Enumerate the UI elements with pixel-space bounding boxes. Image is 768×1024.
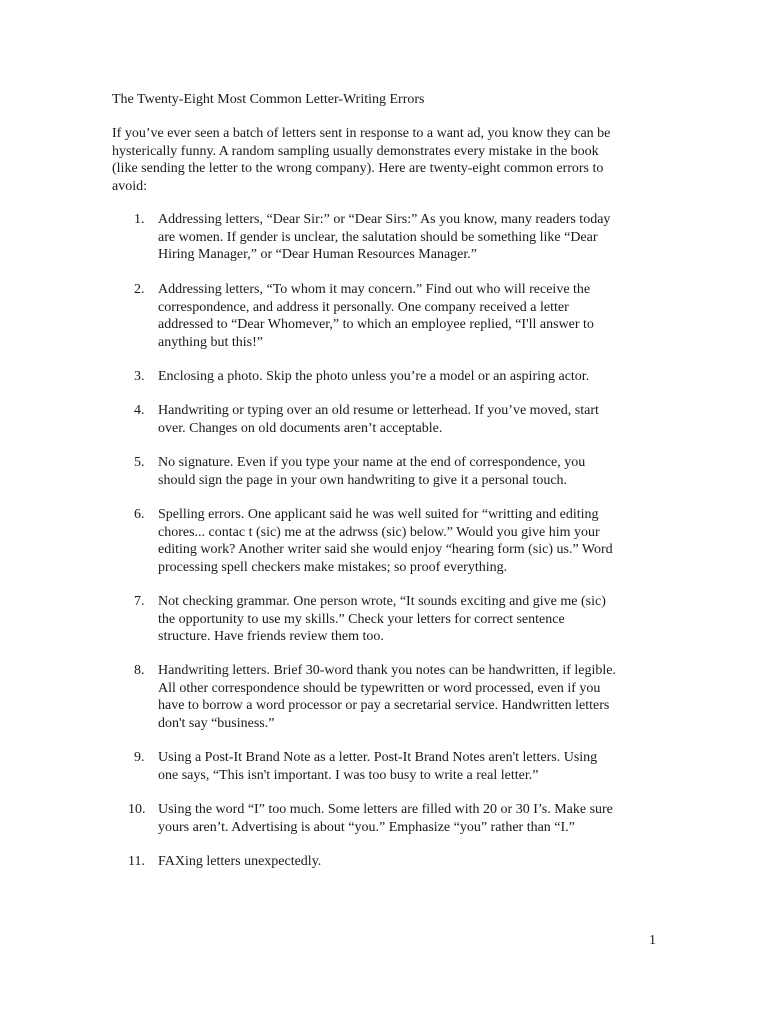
item-line: one says, “This isn't important. I was too busy to write a real letter.” (158, 767, 539, 783)
item-line: Addressing letters, “To whom it may concern.” Find out who will receive the (158, 282, 591, 297)
item-text (158, 593, 668, 646)
item-line: processing spell checkers make mistakes; so proof everything. (158, 559, 508, 575)
item-number: 7. (134, 594, 145, 609)
item-line: correspondence, and address it personally. One company received a letter (158, 299, 569, 315)
item-line: editing work? Another writer said she would enjoy “hearing form (sic) us.” Word (158, 542, 613, 557)
item-text (158, 749, 668, 784)
item-number: 2. (134, 282, 145, 297)
item-text (158, 801, 668, 836)
item-line: FAXing letters unexpectedly. (158, 854, 322, 869)
item-text (158, 662, 668, 732)
item-line: Addressing letters, “Dear Sir:” or “Dear Sirs:” As you know, many readers today (158, 212, 611, 227)
item-line: have to borrow a word processor or pay a secretarial service. Handwritten letters (158, 698, 610, 713)
item-number: 9. (134, 750, 145, 765)
item-number: 4. (134, 403, 145, 418)
intro-line: hysterically funny. A random sampling usually demonstrates every mistake in the book (112, 143, 599, 159)
item-line: Hiring Manager,” or “Dear Human Resources Manager.” (158, 247, 477, 262)
item-line: anything but this!” (158, 334, 263, 350)
item-line: are women. If gender is unclear, the salutation should be something like “Dear (158, 229, 598, 245)
item-line: Handwriting letters. Brief 30-word thank you notes can be handwritten, if legible. (158, 663, 616, 678)
item-number: 8. (134, 663, 145, 678)
item-line: addressed to “Dear Whomever,” to which an employee replied, “I'll answer to (158, 317, 594, 332)
item-line: chores... contac t (sic) me at the adrwss (sic) below.” Would you give him your (158, 524, 600, 540)
item-line: yours aren’t. Advertising is about “you.” Emphasize “you” rather than “I.” (158, 819, 575, 835)
item-number: 6. (134, 507, 145, 522)
item-text (158, 454, 668, 489)
item-text (158, 368, 668, 386)
intro-line: (like sending the letter to the wrong company). Here are twenty-eight common errors to (112, 161, 604, 176)
item-line: Using the word “I” too much. Some letters are filled with 20 or 30 I’s. Make sure (158, 802, 613, 817)
item-number: 11. (128, 854, 145, 869)
item-number: 1. (134, 212, 145, 227)
intro-line: avoid: (112, 178, 147, 194)
intro-paragraph (112, 125, 672, 195)
item-line: should sign the page in your own handwriting to give it a personal touch. (158, 472, 568, 488)
item-line: No signature. Even if you type your name at the end of correspondence, you (158, 455, 586, 470)
item-text (158, 853, 668, 871)
item-text (158, 506, 668, 576)
item-line: structure. Have friends review them too. (158, 629, 384, 644)
item-line: the opportunity to use my skills.” Check your letters for correct sentence (158, 611, 565, 627)
item-text (158, 281, 668, 351)
item-text (158, 211, 668, 264)
item-number: 3. (134, 369, 145, 384)
item-text (158, 402, 668, 437)
item-line: over. Changes on old documents aren’t acceptable. (158, 420, 443, 436)
item-line: Spelling errors. One applicant said he was well suited for “writting and editing (158, 507, 599, 522)
item-line: don't say “business.” (158, 715, 275, 731)
item-number: 10. (128, 802, 146, 817)
page-number: 1 (649, 933, 656, 948)
intro-line: If you’ve ever seen a batch of letters sent in response to a want ad, you know they can be (112, 126, 611, 141)
document-title: The Twenty-Eight Most Common Letter-Writing Errors (112, 92, 425, 107)
item-line: Handwriting or typing over an old resume or letterhead. If you’ve moved, start (158, 403, 599, 418)
item-line: Enclosing a photo. Skip the photo unless you’re a model or an aspiring actor. (158, 369, 590, 384)
item-line: All other correspondence should be typewritten or word processed, even if you (158, 680, 601, 696)
item-line: Not checking grammar. One person wrote, “It sounds exciting and give me (sic) (158, 594, 606, 609)
item-line: Using a Post-It Brand Note as a letter. Post-It Brand Notes aren't letters. Using (158, 750, 598, 765)
item-number: 5. (134, 455, 145, 470)
